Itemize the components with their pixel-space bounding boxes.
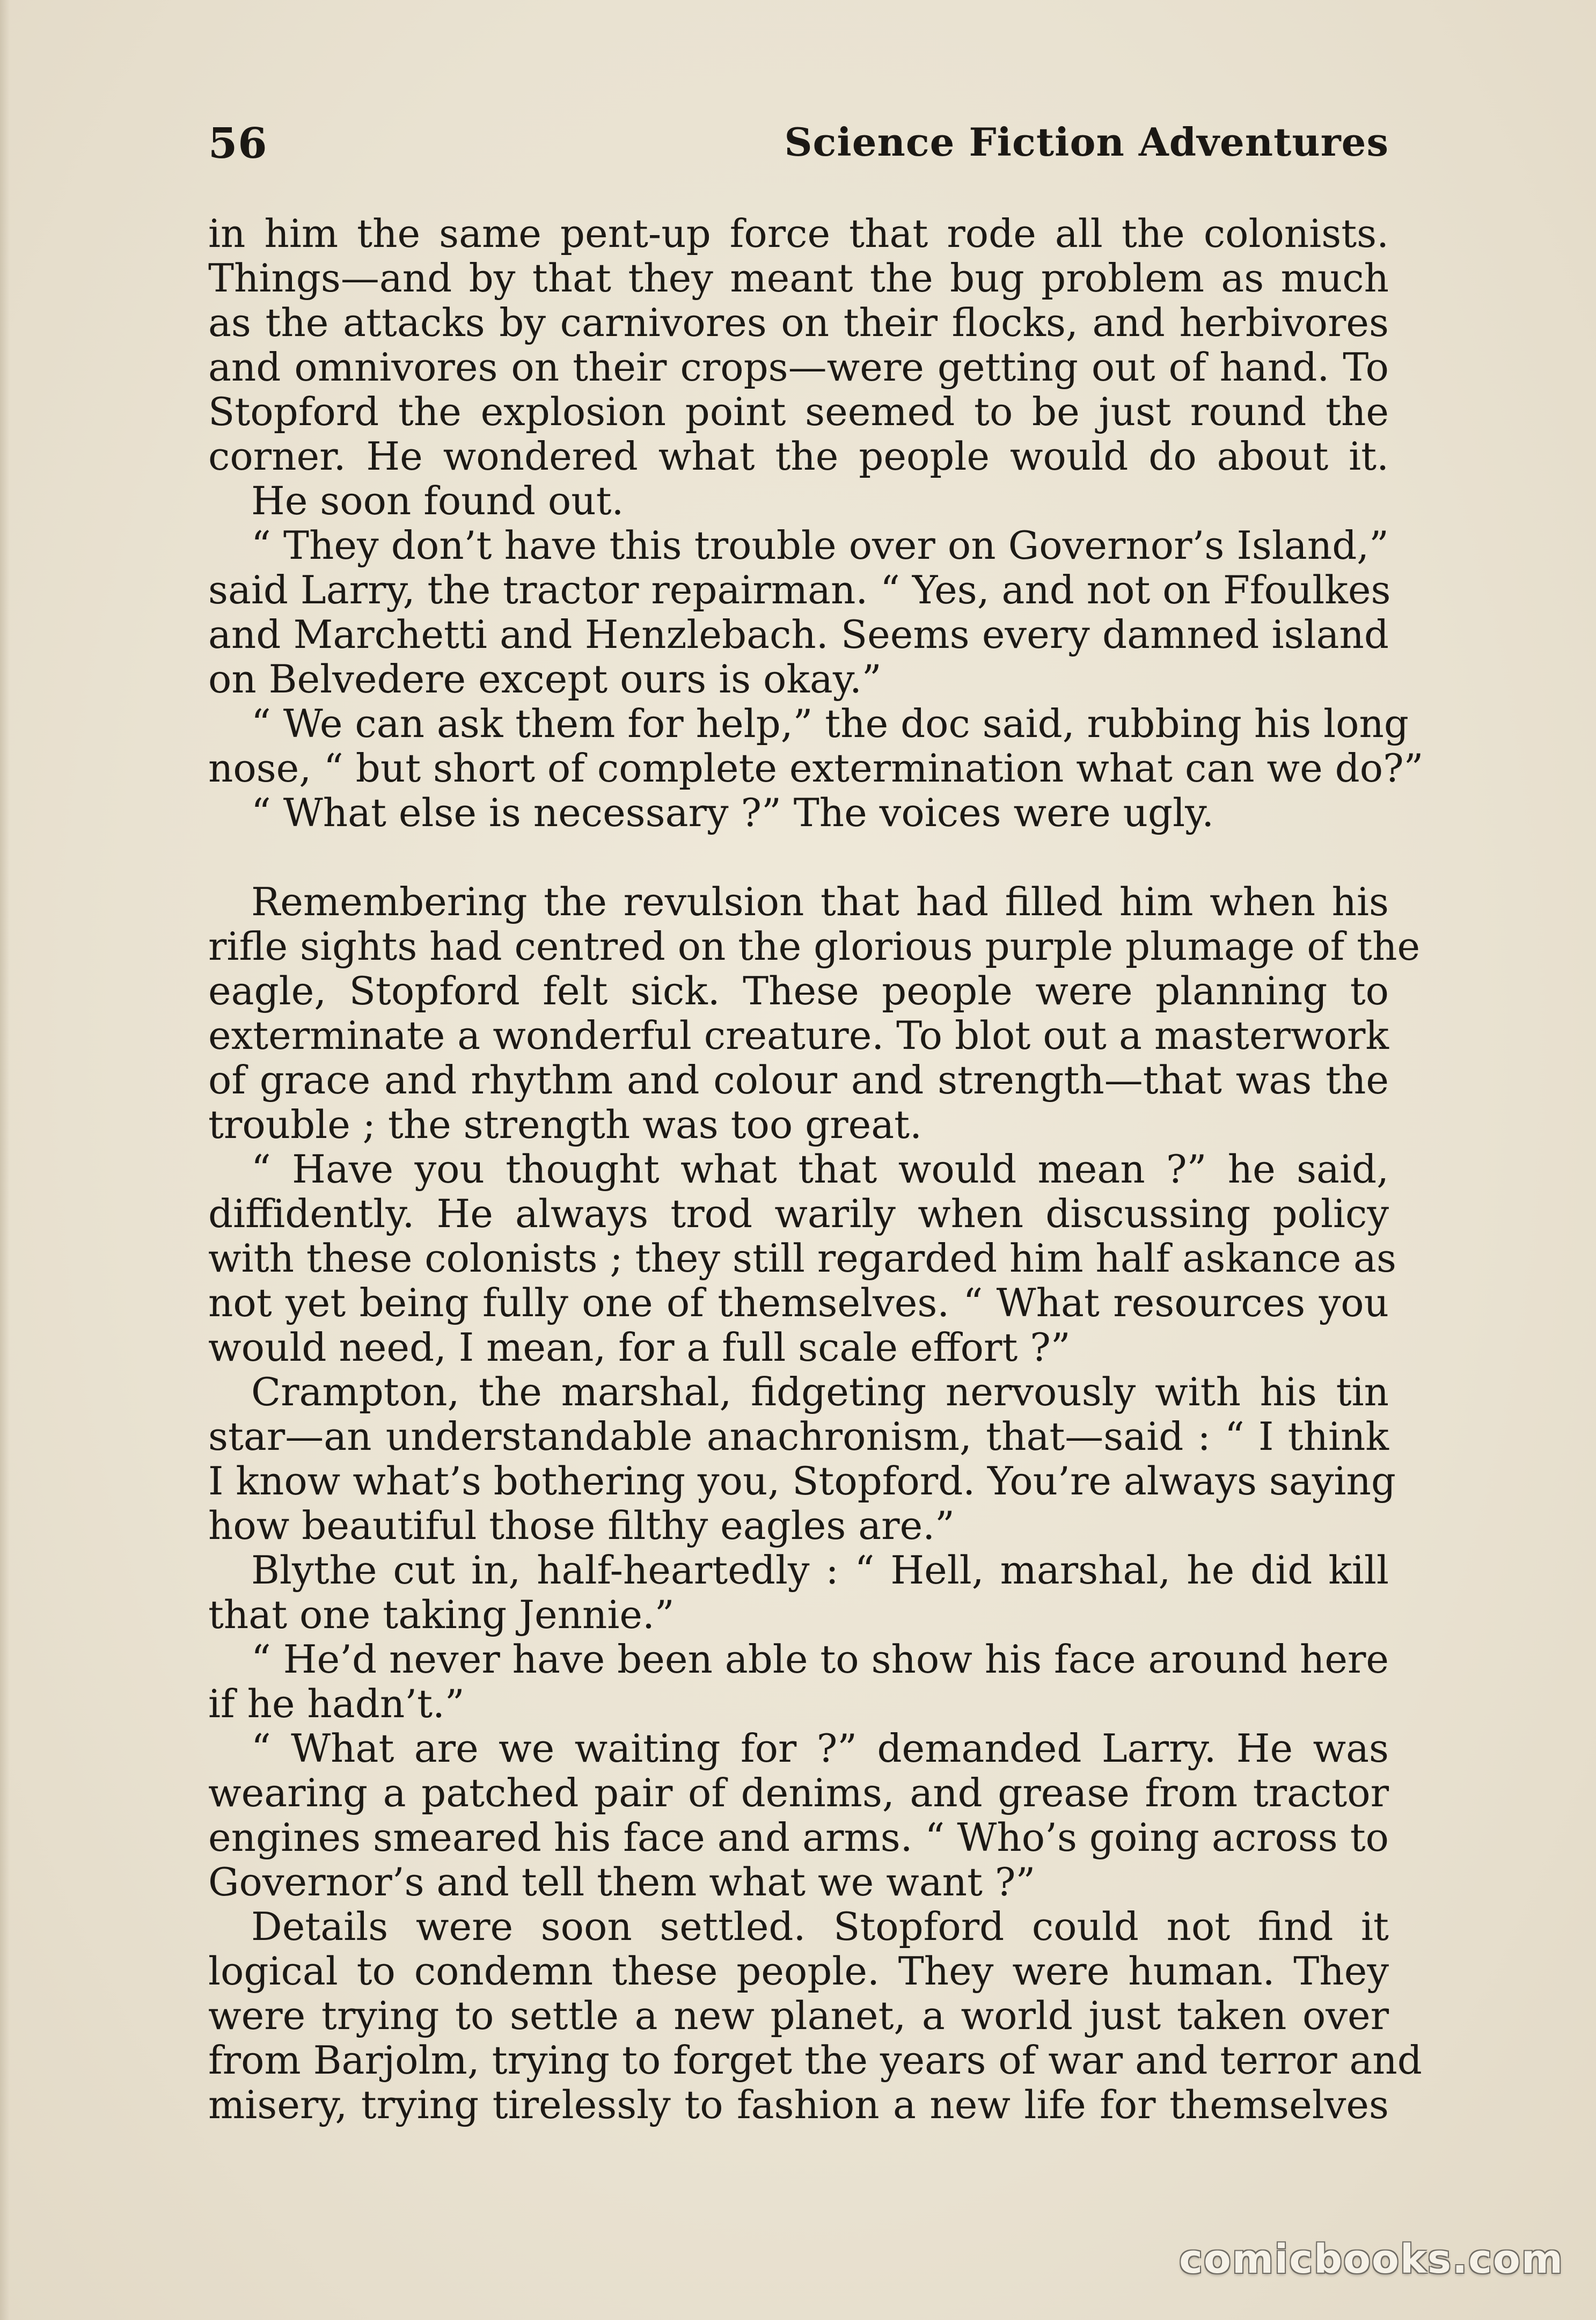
text-line: Remembering the revulsion that had filled him when his [251,879,1389,924]
text-line: I know what’s bothering you, Stopford. You’re always saying [208,1458,1396,1504]
text-line: corner. He wondered what the people would do about it. [208,434,1389,479]
text-line: that one taking Jennie.” [208,1592,675,1637]
text-line: nose, “ but short of complete extermination what can we do?” [208,746,1424,791]
text-line: were trying to settle a new planet, a world just taken over [208,1993,1389,2038]
text-line: Blythe cut in, half-heartedly : “ Hell, marshal, he did kill [251,1548,1389,1593]
text-line: “ He’d never have been able to show his face around here [251,1637,1389,1682]
text-line: in him the same pent-up force that rode all the colonists. [208,211,1389,256]
text-line: eagle, Stopford felt sick. These people were planning to [208,968,1389,1013]
text-line: on Belvedere except ours is okay.” [208,656,882,702]
text-line: “ We can ask them for help,” the doc said, rubbing his long [251,701,1409,746]
text-line: wearing a patched pair of denims, and grease from tractor [208,1770,1389,1815]
page-number: 56 [208,119,268,168]
text-line: with these colonists ; they still regarded him half askance as [208,1236,1396,1281]
text-line: of grace and rhythm and colour and strength—that was the [208,1057,1389,1103]
text-line: if he hadn’t.” [208,1681,465,1726]
text-line: rifle sights had centred on the glorious purple plumage of the [208,924,1421,969]
text-line: misery, trying tirelessly to fashion a new life for themselves [208,2082,1389,2127]
text-line: logical to condemn these people. They were human. They [208,1949,1389,1994]
text-line: He soon found out. [251,478,624,523]
text-line: “ They don’t have this trouble over on Governor’s Island,” [251,523,1389,568]
text-line: and Marchetti and Henzlebach. Seems every damned island [208,612,1389,657]
text-line: “ Have you thought what that would mean ?” he said, [251,1147,1389,1192]
text-line: as the attacks by carnivores on their flocks, and herbivores [208,300,1389,345]
running-head: Science Fiction Adventures [784,119,1389,165]
page-header [208,119,1389,173]
text-line: engines smeared his face and arms. “ Who’s going across to [208,1815,1389,1860]
watermark: comicbooks.com [1179,2236,1564,2282]
page-edge-shadow [0,0,10,2320]
text-line: and omnivores on their crops—were getting out of hand. To [208,345,1389,390]
text-line: exterminate a wonderful creature. To blot out a masterwork [208,1013,1389,1058]
text-line: Stopford the explosion point seemed to be just round the [208,389,1389,434]
text-line: Crampton, the marshal, fidgeting nervously with his tin [251,1369,1389,1414]
body-text [208,211,1424,2127]
text-line: “ What are we waiting for ?” demanded Larry. He was [251,1726,1389,1771]
text-line: “ What else is necessary ?” The voices were ugly. [251,790,1214,835]
text-line: how beautiful those filthy eagles are.” [208,1503,955,1548]
section-break [208,835,1389,880]
text-line: Things—and by that they meant the bug problem as much [208,256,1389,301]
text-line: said Larry, the tractor repairman. “ Yes, and not on Ffoulkes [208,567,1391,612]
text-line: trouble ; the strength was too great. [208,1102,922,1147]
text-line: star—an understandable anachronism, that—said : “ I think [208,1414,1389,1459]
text-line: from Barjolm, trying to forget the years of war and terror and [208,2038,1422,2083]
text-line: Governor’s and tell them what we want ?” [208,1859,1036,1905]
text-line: not yet being fully one of themselves. “ What resources you [208,1280,1389,1325]
text-line: would need, I mean, for a full scale effort ?” [208,1325,1071,1370]
text-line: Details were soon settled. Stopford could not find it [251,1904,1389,1949]
text-line: diffidently. He always trod warily when discussing policy [208,1191,1389,1236]
